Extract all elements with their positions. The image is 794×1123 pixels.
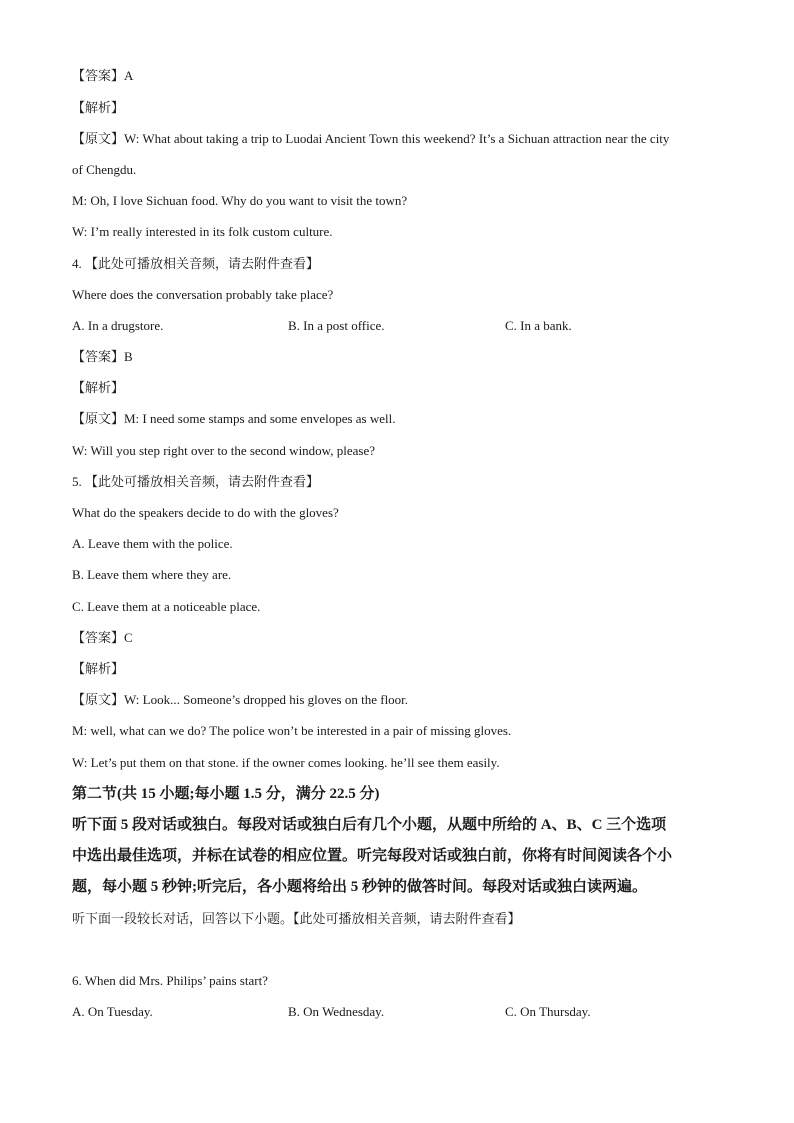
q4-header: 4. 【此处可播放相关音频，请去附件查看】: [72, 256, 320, 271]
q6-option-c: C. On Thursday.: [505, 1004, 591, 1019]
q6-question: 6. When did Mrs. Philips’ pains start?: [72, 973, 268, 988]
q3-transcript-line-1: 【原文】W: What about taking a trip to Luodai Ancient Town this weekend? It’s a Sichuan attraction near the city: [72, 131, 670, 146]
section2-lead: 听下面一段较长对话，回答以下小题。【此处可播放相关音频，请去附件查看】: [72, 911, 521, 926]
q4-option-c: C. In a bank.: [505, 318, 572, 333]
q4-transcript-w: W: Will you step right over to the second window, please?: [72, 443, 375, 458]
q4-option-b: B. In a post office.: [288, 318, 385, 333]
q4-answer: 【答案】B: [72, 349, 133, 364]
section2-instructions-line-2: 中选出最佳选项，并标在试卷的相应位置。听完每段对话或独白前，你将有时间阅读各个小: [72, 848, 673, 864]
q5-question: What do the speakers decide to do with the gloves?: [72, 505, 339, 520]
q5-option-c: C. Leave them at a noticeable place.: [72, 599, 261, 614]
q5-transcript-m: M: well, what can we do? The police won’t be interested in a pair of missing gloves.: [72, 723, 512, 738]
q3-answer: 【答案】A: [72, 68, 134, 83]
q4-question: Where does the conversation probably take place?: [72, 287, 334, 302]
q5-transcript-w1: 【原文】W: Look... Someone’s dropped his gloves on the floor.: [72, 692, 409, 707]
section2-title: 第二节(共 15 小题;每小题 1.5 分，满分 22.5 分): [72, 786, 380, 802]
q3-transcript-w: W: I’m really interested in its folk custom culture.: [72, 224, 333, 239]
section2-instructions-line-3: 题，每小题 5 秒钟;听完后，各小题将给出 5 秒钟的做答时间。每段对话或独白读两遍。: [72, 879, 647, 895]
q5-answer: 【答案】C: [72, 630, 133, 645]
q4-option-a: A. In a drugstore.: [72, 318, 164, 333]
q5-option-b: B. Leave them where they are.: [72, 567, 232, 582]
section2-instructions-line-1: 听下面 5 段对话或独白。每段对话或独白后有几个小题，从题中所给的 A、B、C 三个选项: [72, 817, 667, 833]
q4-analysis-label: 【解析】: [72, 380, 125, 395]
q5-transcript-w2: W: Let’s put them on that stone. if the owner comes looking. he’ll see them easily.: [72, 755, 500, 770]
q5-header: 5. 【此处可播放相关音频，请去附件查看】: [72, 474, 320, 489]
q3-transcript-line-2: of Chengdu.: [72, 162, 137, 177]
q3-analysis-label: 【解析】: [72, 100, 125, 115]
q3-transcript-m: M: Oh, I love Sichuan food. Why do you want to visit the town?: [72, 193, 408, 208]
q4-transcript-m: 【原文】M: I need some stamps and some envelopes as well.: [72, 411, 396, 426]
q6-option-b: B. On Wednesday.: [288, 1004, 385, 1019]
q5-option-a: A. Leave them with the police.: [72, 536, 233, 551]
q5-analysis-label: 【解析】: [72, 661, 125, 676]
q6-option-a: A. On Tuesday.: [72, 1004, 153, 1019]
